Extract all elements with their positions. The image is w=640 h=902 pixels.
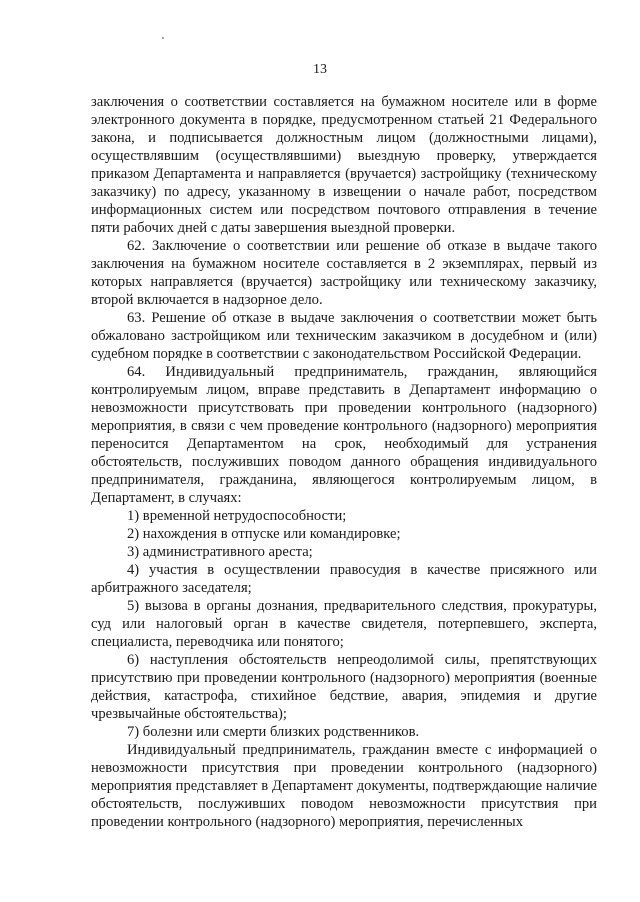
paragraph-64: 64. Индивидуальный предприниматель, гражданин, являющийся контролируемым лицом, вправе представить в Департамент информацию о невозможности присутствовать при проведении контрольного (надзорного) мероприятия, в связи с чем проведение контрольного (надзорного) мероприятия переносится Департаментом на срок, необходимый для устранения обстоятельств, послуживших поводом данного обращения индивидуального предпринимателя, гражданина, являющегося контролируемым лицом, в Департамент, в случаях: (91, 364, 597, 506)
paragraph: Индивидуальный предприниматель, гражданин вместе с информацией о невозможности присутствия при проведении контрольного (надзорного) мероприятия представляет в Департамент документы, подтверждающие наличие обстоятельств, послуживших поводом невозможности присутствия при проведении контрольного (надзорного) мероприятия, перечисленных (91, 742, 597, 830)
page-number: 13 (313, 62, 327, 77)
list-item: 2) нахождения в отпуске или командировке; (127, 526, 401, 542)
list-item: 6) наступления обстоятельств непреодолимой силы, препятствующих присутствию при проведении контрольного (надзорного) мероприятия (военные действия, катастрофа, стихийное бедствие, авария, эпидемия и другие чрезвычайные обстоятельства); (91, 652, 597, 722)
scan-speck (162, 37, 164, 39)
list-item: 4) участия в осуществлении правосудия в качестве присяжного или арбитражного заседателя; (91, 562, 597, 596)
document-body (91, 93, 597, 831)
list-item: 5) вызова в органы дознания, предварительного следствия, прокуратуры, суд или налоговый орган в качестве свидетеля, потерпевшего, эксперта, специалиста, переводчика или понятого; (91, 598, 597, 650)
paragraph-62: 62. Заключение о соответствии или решение об отказе в выдаче такого заключения на бумажном носителе составляется в 2 экземплярах, первый из которых направляется (вручается) застройщику или техническому заказчику, второй включается в надзорное дело. (91, 238, 597, 308)
list-item: 7) болезни или смерти близких родственников. (127, 724, 420, 740)
paragraph: заключения о соответствии составляется на бумажном носителе или в форме электронного документа в порядке, предусмотренном статьей 21 Федерального закона, и подписывается должностным лицом (должностными лицами), осуществлявшим (осуществлявшими) выездную проверку, утверждается приказом Департамента и направляется (вручается) застройщику (техническому заказчику) по адресу, указанному в извещении о начале работ, посредством информационных систем или посредством почтового отправления в течение пяти рабочих дней с даты завершения выездной проверки. (91, 94, 597, 236)
list-item: 1) временной нетрудоспособности; (127, 508, 347, 524)
paragraph-63: 63. Решение об отказе в выдаче заключения о соответствии может быть обжаловано застройщиком или техническим заказчиком в досудебном и (или) судебном порядке в соответствии с законодательством Российской Федерации. (91, 310, 597, 362)
list-item: 3) административного ареста; (127, 544, 313, 560)
